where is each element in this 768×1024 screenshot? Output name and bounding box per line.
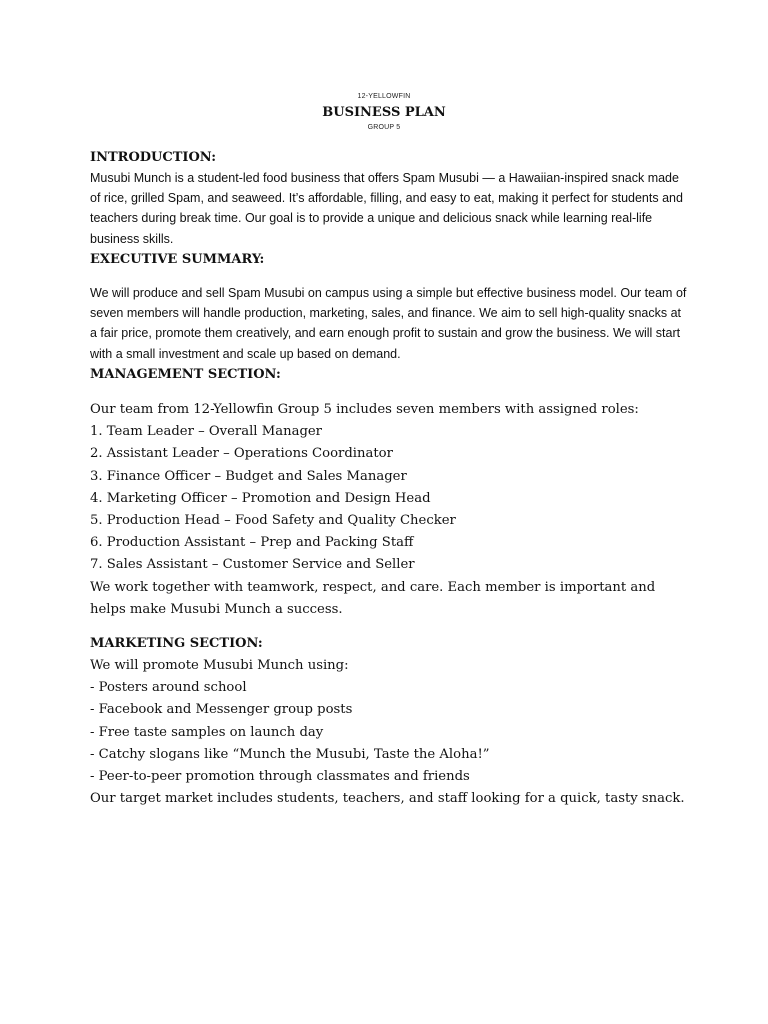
role-item: 4. Marketing Officer – Promotion and Design Head: [90, 490, 431, 506]
introduction-section: [90, 148, 690, 249]
role-item: 2. Assistant Leader – Operations Coordinator: [90, 446, 393, 462]
role-item: 1. Team Leader – Overall Manager: [90, 424, 322, 440]
management-intro: Our team from 12-Yellowfin Group 5 includes seven members with assigned roles:: [90, 402, 639, 417]
class-label: 12-YELLOWFIN: [357, 93, 411, 100]
management-heading: MANAGEMENT SECTION:: [90, 367, 281, 382]
management-closing: We work together with teamwork, respect, and care. Each member is important and helps make Musubi Munch a success.: [90, 579, 656, 618]
introduction-body: Musubi Munch is a student-led food business that offers Spam Musubi — a Hawaiian-inspired snack made of rice, grilled Spam, and seaweed. It’s affordable, filling, and easy to eat, making it perfect for students and teachers during break time. Our goal is to provide a unique and delicious snack while learning real-life business skills.: [90, 171, 683, 246]
marketing-item: - Peer-to-peer promotion through classmates and friends: [90, 769, 470, 785]
marketing-intro: We will promote Musubi Munch using:: [90, 658, 349, 673]
executive-summary-heading: EXECUTIVE SUMMARY:: [90, 252, 265, 267]
marketing-heading: MARKETING SECTION:: [90, 636, 263, 651]
marketing-item: - Catchy slogans like “Munch the Musubi, Taste the Aloha!”: [90, 746, 490, 762]
marketing-item: - Free taste samples on launch day: [90, 724, 324, 740]
document-header: [0, 92, 768, 133]
marketing-closing: Our target market includes students, teachers, and staff looking for a quick, tasty snack.: [90, 791, 685, 807]
executive-summary-section: [90, 250, 690, 364]
executive-summary-body: We will produce and sell Spam Musubi on campus using a simple but effective business model. Our team of seven members will handle production, marketing, sales, and finance. We aim to sell high-quality snacks at a fair price, promote them creatively, and earn enough profit to sustain and grow the business. We will start with a small investment and scale up based on demand.: [90, 286, 687, 361]
role-item: 7. Sales Assistant – Customer Service and Seller: [90, 557, 415, 573]
group-label: GROUP 5: [367, 124, 401, 131]
role-item: 5. Production Head – Food Safety and Quality Checker: [90, 513, 456, 529]
role-item: 6. Production Assistant – Prep and Packing Staff: [90, 535, 414, 551]
introduction-heading: INTRODUCTION:: [90, 150, 217, 165]
management-section: [90, 365, 690, 621]
marketing-section: [90, 634, 690, 810]
marketing-item: - Posters around school: [90, 680, 247, 696]
marketing-item: - Facebook and Messenger group posts: [90, 702, 353, 718]
document-title: BUSINESS PLAN: [322, 105, 446, 120]
role-item: 3. Finance Officer – Budget and Sales Manager: [90, 468, 407, 484]
